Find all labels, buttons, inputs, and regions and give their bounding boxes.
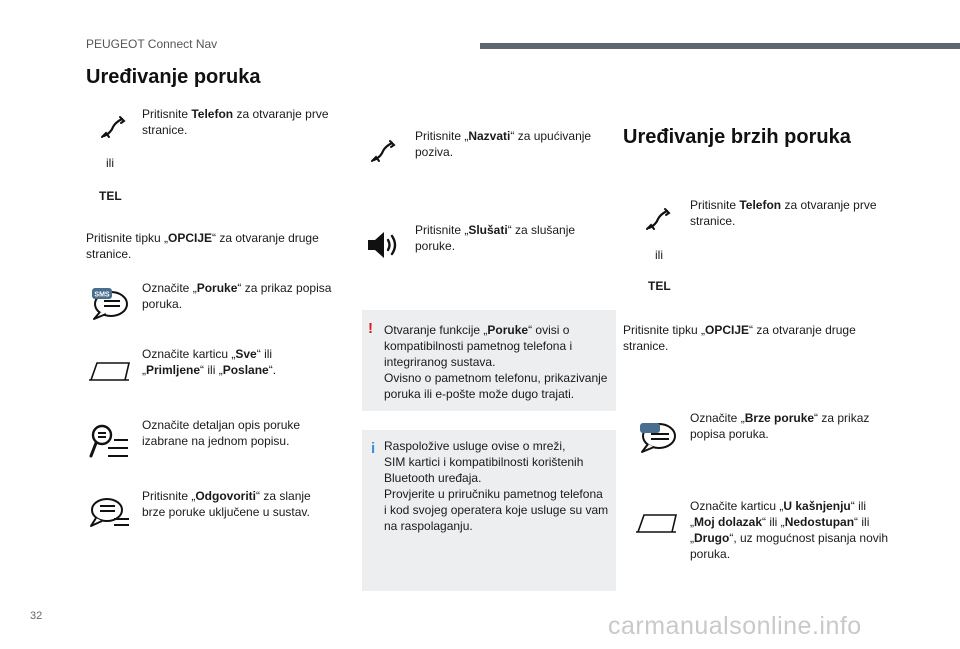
header-title: PEUGEOT Connect Nav (86, 37, 218, 51)
step-detalj: Označite detaljan opis poruke izabrane na jednom popisu. (142, 418, 301, 448)
warning-note (362, 310, 616, 411)
tab-icon-2 (634, 512, 678, 534)
step-slusati: Pritisnite „Slušati“ za slušanje poruke. (415, 223, 576, 253)
section-title-quick-messages: Uređivanje brzih poruka (623, 126, 851, 148)
header-bar (480, 43, 960, 49)
page-number: 32 (30, 610, 43, 622)
step-brze: Označite „Brze poruke“ za prikaz popisa poruka. (690, 411, 870, 441)
tel-label-2: TEL (648, 279, 671, 293)
phone-icon (100, 114, 128, 142)
info-icon: i (371, 440, 376, 457)
tel-label: TEL (99, 189, 122, 203)
tab-icon (87, 360, 131, 382)
step-opcije: Pritisnite tipku „OPCIJE“ za otvaranje druge stranice. (86, 231, 319, 261)
step-kartica-2: Označite karticu „U kašnjenju“ ili „Moj dolazak“ ili „Nedostupan“ ili „Drugo“, uz mogućnost pisanja novih poruka. (690, 499, 889, 561)
quick-message-icon (638, 420, 678, 454)
watermark: carmanualsonline.info (608, 612, 862, 640)
warning-icon: ! (368, 320, 373, 337)
list-detail-icon (88, 420, 130, 462)
info-note (362, 430, 616, 591)
warning-text: Otvaranje funkcije „Poruke“ ovisi o kompatibilnosti pametnog telefona i integriranog sustava. Ovisno o pametnom telefonu, prikazivanje poruka ili e-pošte može dugo trajati. (384, 323, 608, 401)
sms-icon (90, 286, 130, 322)
ili-label: ili (106, 156, 114, 170)
speaker-icon (366, 230, 402, 260)
section-title-messages: Uređivanje poruka (86, 66, 261, 88)
reply-list-icon (88, 495, 130, 529)
step-odgovoriti: Pritisnite „Odgovoriti“ za slanje brze poruke uključene u sustav. (142, 489, 311, 519)
info-text: Raspoložive usluge ovise o mreži, SIM kartici i kompatibilnosti korištenih Bluetooth uređaja. Provjerite u priručniku pametnog telefona i kod svojeg operatera koje usluge su vam na raspolaganju. (384, 439, 609, 533)
step-telefon: Pritisnite Telefon za otvaranje prve stranice. (142, 107, 329, 137)
phone-icon-2 (645, 206, 673, 234)
call-phone-icon (370, 138, 398, 166)
svg-text:SMS: SMS (94, 291, 110, 299)
step-telefon-2: Pritisnite Telefon za otvaranje prve stranice. (690, 198, 877, 228)
step-nazvati: Pritisnite „Nazvati“ za upućivanje poziva. (415, 129, 592, 159)
step-kartica: Označite karticu „Sve“ ili „Primljene“ ili „Poslane“. (142, 347, 277, 377)
step-opcije-2: Pritisnite tipku „OPCIJE“ za otvaranje druge stranice. (623, 323, 856, 353)
step-poruke: Označite „Poruke“ za prikaz popisa poruka. (142, 281, 332, 311)
ili-label-2: ili (655, 248, 663, 262)
